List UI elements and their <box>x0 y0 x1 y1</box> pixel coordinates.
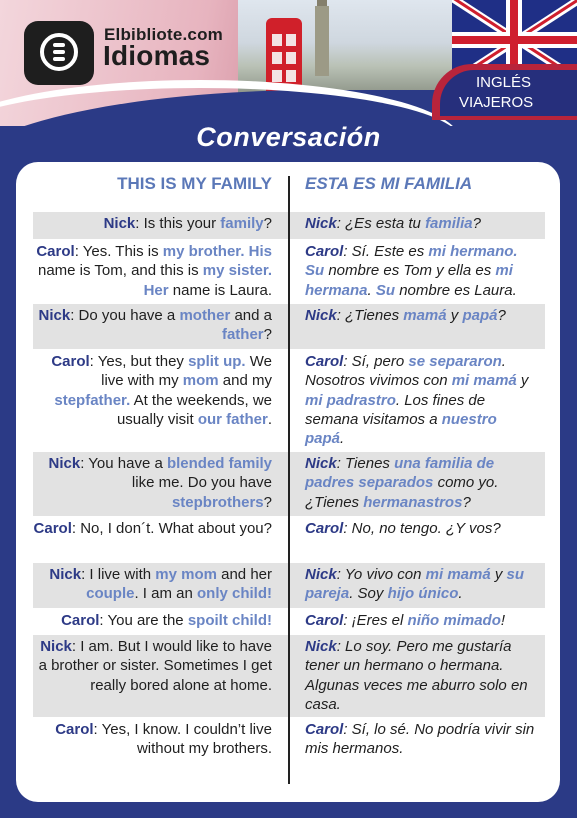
speaker-name: Nick <box>38 307 71 324</box>
brand-name: Idiomas <box>103 40 211 71</box>
speaker-name: Carol <box>51 353 90 370</box>
english-line <box>33 306 272 345</box>
vocab-highlight: hermanastros <box>363 493 463 511</box>
english-line <box>33 720 272 759</box>
dialogue-text: ? <box>462 493 471 511</box>
badge-category: VIAJEROS <box>459 94 534 111</box>
dialogue-text: : Yo vivo con <box>336 566 426 583</box>
dialogue-text: . Los fines de semana visitamos a <box>305 391 486 428</box>
dialogue-text: : Tienes <box>336 455 395 472</box>
vocab-highlight: Her <box>143 281 169 299</box>
speaker-name: Carol <box>305 612 344 629</box>
dialogue-text: : Yes, but they <box>89 353 189 370</box>
speaker-name: Nick <box>40 638 72 655</box>
dialogue-text: : Is this your <box>135 215 221 232</box>
speaker-name: Nick <box>305 215 337 232</box>
dialogue-text: : I am. But I would like to have a brother or sister. Sometimes I get really bored alone at home. <box>38 638 272 694</box>
speaker-name: Nick <box>305 455 337 472</box>
spanish-line <box>305 519 539 538</box>
vocab-highlight: father <box>221 326 264 344</box>
dialogue-text: ? <box>263 493 272 511</box>
vocab-highlight: mom <box>182 372 219 390</box>
dialogue-text: . <box>458 585 463 603</box>
speaker-name: Nick <box>49 566 82 583</box>
dialogue-text: y <box>446 307 463 324</box>
vocab-highlight: blended family <box>166 455 272 472</box>
vocab-highlight: familia <box>425 215 473 232</box>
spanish-line <box>305 611 539 630</box>
vocab-highlight: only child! <box>197 585 272 603</box>
speaker-name: Carol <box>305 721 344 738</box>
big-ben-image <box>315 6 329 76</box>
speaker-name: Nick <box>305 638 337 655</box>
speaker-name: Nick <box>103 215 136 232</box>
dialogue-text: ? <box>263 215 272 232</box>
dialogue-text: : No, I don´t. What about you? <box>71 520 272 537</box>
english-line <box>33 454 272 512</box>
vocab-highlight: Su <box>305 262 325 280</box>
vocab-highlight: couple <box>86 585 135 603</box>
dialogue-text: like me. Do you have <box>131 474 272 492</box>
dialogue-text: : I live with <box>81 566 156 583</box>
dialogue-text: : You are the <box>99 612 188 629</box>
dialogue-text: : ¡Eres el <box>343 612 408 629</box>
vocab-highlight: niño mimado <box>407 612 501 629</box>
vocab-highlight: mamá <box>403 307 447 324</box>
speaker-name: Carol <box>305 353 344 370</box>
spanish-line <box>305 242 539 300</box>
dialogue-text: : Yes, I know. I couldn’t live without my brothers. <box>93 721 272 758</box>
dialogue-text: . <box>367 281 376 299</box>
vocab-highlight: family <box>220 215 264 232</box>
column-divider <box>288 176 290 784</box>
speaker-name: Carol <box>55 721 94 738</box>
dialogue-text: : Yes. This is <box>74 243 163 260</box>
speaker-name: Carol <box>61 612 100 629</box>
vocab-highlight: spoilt child! <box>187 612 272 629</box>
dialogue-text: . Nosotros vivimos con <box>305 353 506 390</box>
dialogue-text: : ¿Tienes <box>336 307 404 324</box>
vocab-highlight: mi hermana <box>305 262 513 299</box>
spanish-line <box>305 720 539 759</box>
english-line <box>33 352 272 429</box>
vocab-highlight: stepbrothers <box>171 493 264 511</box>
vocab-highlight: mi padrastro <box>305 391 396 409</box>
vocab-highlight: my sister. <box>202 262 272 280</box>
vocab-highlight: my brother. <box>162 243 245 260</box>
dialogue-text: We live with my <box>101 353 272 390</box>
spanish-line <box>305 352 539 448</box>
english-line <box>33 519 272 538</box>
dialogue-text: ? <box>263 326 272 344</box>
dialogue-text: . <box>340 430 345 448</box>
speaker-name: Carol <box>305 520 344 537</box>
vocab-highlight: my mom <box>155 566 217 583</box>
dialogue-text: ? <box>472 215 481 232</box>
spanish-line <box>305 454 539 512</box>
vocab-highlight: su pareja <box>305 566 525 603</box>
dialogue-text: : Do you have a <box>70 307 180 324</box>
dialogue-text: : Sí, lo sé. No podría vivir sin mis hermanos. <box>305 721 535 758</box>
vocab-highlight: mother <box>179 307 231 324</box>
dialogue-text: . Soy <box>349 585 388 603</box>
dialogue-text: . <box>267 410 272 428</box>
english-heading: THIS IS MY FAMILY <box>117 174 272 193</box>
vocab-highlight: split up. <box>188 353 246 370</box>
vocab-highlight: stepfather. <box>54 391 131 409</box>
speaker-name: Nick <box>305 566 337 583</box>
dialogue-text: and a <box>230 307 272 324</box>
dialogue-text: ? <box>497 307 506 324</box>
dialogue-text: and my <box>218 372 272 390</box>
dialogue-text: y <box>490 566 507 583</box>
dialogue-text: ! <box>500 612 506 629</box>
speaker-name: Carol <box>33 520 72 537</box>
dialogue-text: . I am an <box>134 585 197 603</box>
spanish-line <box>305 637 539 714</box>
vocab-highlight: nuestro papá <box>305 410 497 448</box>
brand-site: Elbibliote.com <box>104 25 223 44</box>
spanish-line <box>305 306 539 325</box>
vocab-highlight: una familia de padres separados <box>305 455 495 492</box>
dialogue-text: and her <box>216 566 272 583</box>
dialogue-text: At the weekends, we usually visit <box>116 391 272 428</box>
dialogue-text: nombre es Laura. <box>395 281 517 299</box>
spanish-line <box>305 214 539 233</box>
vocab-highlight: se separaron <box>408 353 502 370</box>
dialogue-text: como yo. ¿Tienes <box>305 474 499 511</box>
vocab-highlight: Su <box>375 281 396 299</box>
badge-language: INGLÉS <box>476 74 532 91</box>
vocab-highlight: papá <box>462 307 498 324</box>
dialogue-text: name is Laura. <box>168 281 272 299</box>
dialogue-text: : Sí, pero <box>343 353 409 370</box>
vocab-highlight: mi mamá <box>425 566 491 583</box>
logo-icon <box>24 21 94 85</box>
english-line <box>33 637 272 695</box>
speaker-name: Carol <box>305 243 344 260</box>
vocab-highlight: His <box>248 243 272 260</box>
spanish-line <box>305 565 539 604</box>
dialogue-text: : Sí. Este es <box>343 243 429 260</box>
dialogue-text: name is Tom, and this is <box>37 262 203 280</box>
dialogue-text: nombre es Tom y ella es <box>324 262 496 280</box>
english-line <box>33 565 272 604</box>
spanish-heading: ESTA ES MI FAMILIA <box>305 174 473 193</box>
vocab-highlight: mi mamá <box>451 372 517 390</box>
dialogue-text: : Lo soy. Pero me gustaría tener un hermano o hermana. Algunas veces me aburro solo en casa. <box>305 638 528 713</box>
english-line <box>33 242 272 300</box>
vocab-highlight: our father <box>197 410 268 428</box>
english-line <box>33 611 272 630</box>
speaker-name: Carol <box>36 243 75 260</box>
dialogue-text: : You have a <box>80 455 167 472</box>
speaker-name: Nick <box>48 455 81 472</box>
dialogue-text: : ¿Es esta tu <box>336 215 426 232</box>
english-line <box>33 214 272 233</box>
vocab-highlight: mi hermano. <box>428 243 518 260</box>
dialogue-text: : No, no tengo. ¿Y vos? <box>343 520 501 537</box>
speaker-name: Nick <box>305 307 337 324</box>
vocab-highlight: hijo único <box>387 585 459 603</box>
dialogue-text: y <box>516 372 529 390</box>
page-title: Conversación <box>196 122 381 152</box>
